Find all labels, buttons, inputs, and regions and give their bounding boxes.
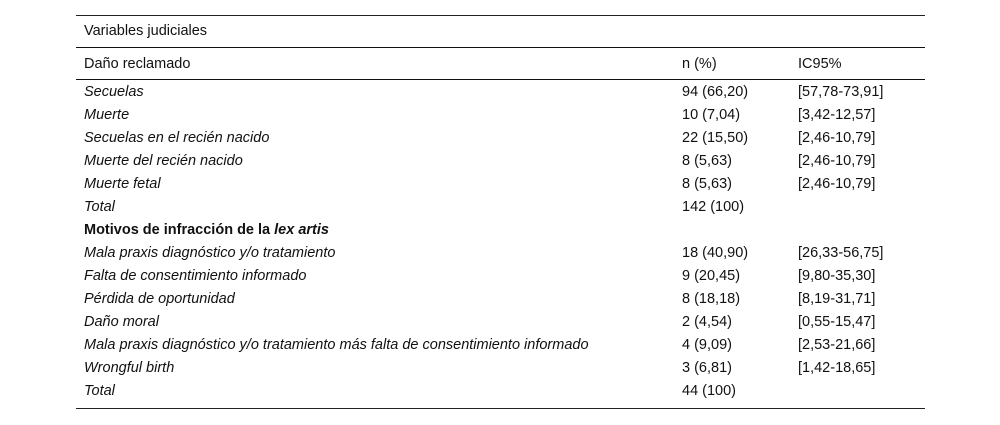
row-label: Falta de consentimiento informado: [84, 268, 307, 284]
table-body: [76, 80, 925, 408]
section-heading-part: lex artis: [274, 222, 329, 238]
row-ci95: [8,19-31,71]: [798, 291, 876, 307]
table-caption: Variables judiciales: [84, 23, 208, 39]
row-ci95: [2,46-10,79]: [798, 130, 876, 146]
row-label: Total: [84, 383, 115, 399]
row-n-percent: 44 (100): [682, 383, 737, 399]
table-row: [76, 127, 925, 150]
row-ci95: [9,80-35,30]: [798, 268, 876, 284]
header-damage: Daño reclamado: [84, 56, 191, 72]
row-label: Mala praxis diagnóstico y/o tratamiento: [84, 245, 336, 261]
row-ci95: [3,42-12,57]: [798, 107, 876, 123]
header-ci95: IC95%: [798, 56, 842, 72]
table-row: [76, 242, 925, 265]
row-n-percent: 10 (7,04): [682, 107, 741, 123]
table-row: [76, 104, 925, 127]
table-row: [76, 357, 925, 380]
row-ci95: [2,53-21,66]: [798, 337, 876, 353]
table-row: [76, 81, 925, 104]
table-row: [76, 173, 925, 196]
section-heading-row: [76, 219, 925, 242]
table-row: [76, 150, 925, 173]
row-n-percent: 8 (5,63): [682, 153, 732, 169]
table-row: [76, 311, 925, 334]
row-label: Total: [84, 199, 115, 215]
header-row: [76, 48, 925, 79]
row-label: Secuelas: [84, 84, 144, 100]
table-row: [76, 380, 925, 403]
row-n-percent: 142 (100): [682, 199, 745, 215]
row-n-percent: 4 (9,09): [682, 337, 732, 353]
row-label: Muerte fetal: [84, 176, 161, 192]
header-n-percent: n (%): [682, 56, 717, 72]
row-n-percent: 8 (5,63): [682, 176, 732, 192]
row-label: Muerte: [84, 107, 130, 123]
table-row: [76, 288, 925, 311]
row-n-percent: 94 (66,20): [682, 84, 749, 100]
row-ci95: [790, 196, 925, 219]
table-row: [76, 334, 925, 357]
row-label: Secuelas en el recién nacido: [84, 130, 270, 146]
row-ci95: [57,78-73,91]: [798, 84, 884, 100]
row-ci95: [26,33-56,75]: [798, 245, 884, 261]
row-n-percent: 3 (6,81): [682, 360, 732, 376]
row-ci95: [0,55-15,47]: [798, 314, 876, 330]
row-ci95: [2,46-10,79]: [798, 153, 876, 169]
row-n-percent: 18 (40,90): [682, 245, 749, 261]
row-ci95: [2,46-10,79]: [798, 176, 876, 192]
row-label: Muerte del recién nacido: [84, 153, 243, 169]
section-heading: [76, 219, 925, 242]
row-n-percent: 8 (18,18): [682, 291, 741, 307]
row-n-percent: 22 (15,50): [682, 130, 749, 146]
row-label: Wrongful birth: [84, 360, 175, 376]
results-table: [76, 15, 925, 409]
section-heading-part: Motivos de infracción de la: [84, 222, 275, 238]
row-n-percent: 2 (4,54): [682, 314, 732, 330]
bottom-rule: [76, 408, 925, 409]
table-row: [76, 196, 925, 219]
row-label: Mala praxis diagnóstico y/o tratamiento más falta de consentimiento informado: [84, 337, 589, 353]
row-n-percent: 9 (20,45): [682, 268, 741, 284]
row-label: Pérdida de oportunidad: [84, 291, 235, 307]
row-ci95: [1,42-18,65]: [798, 360, 876, 376]
table-row: [76, 265, 925, 288]
row-label: Daño moral: [84, 314, 159, 330]
row-ci95: [790, 380, 925, 403]
